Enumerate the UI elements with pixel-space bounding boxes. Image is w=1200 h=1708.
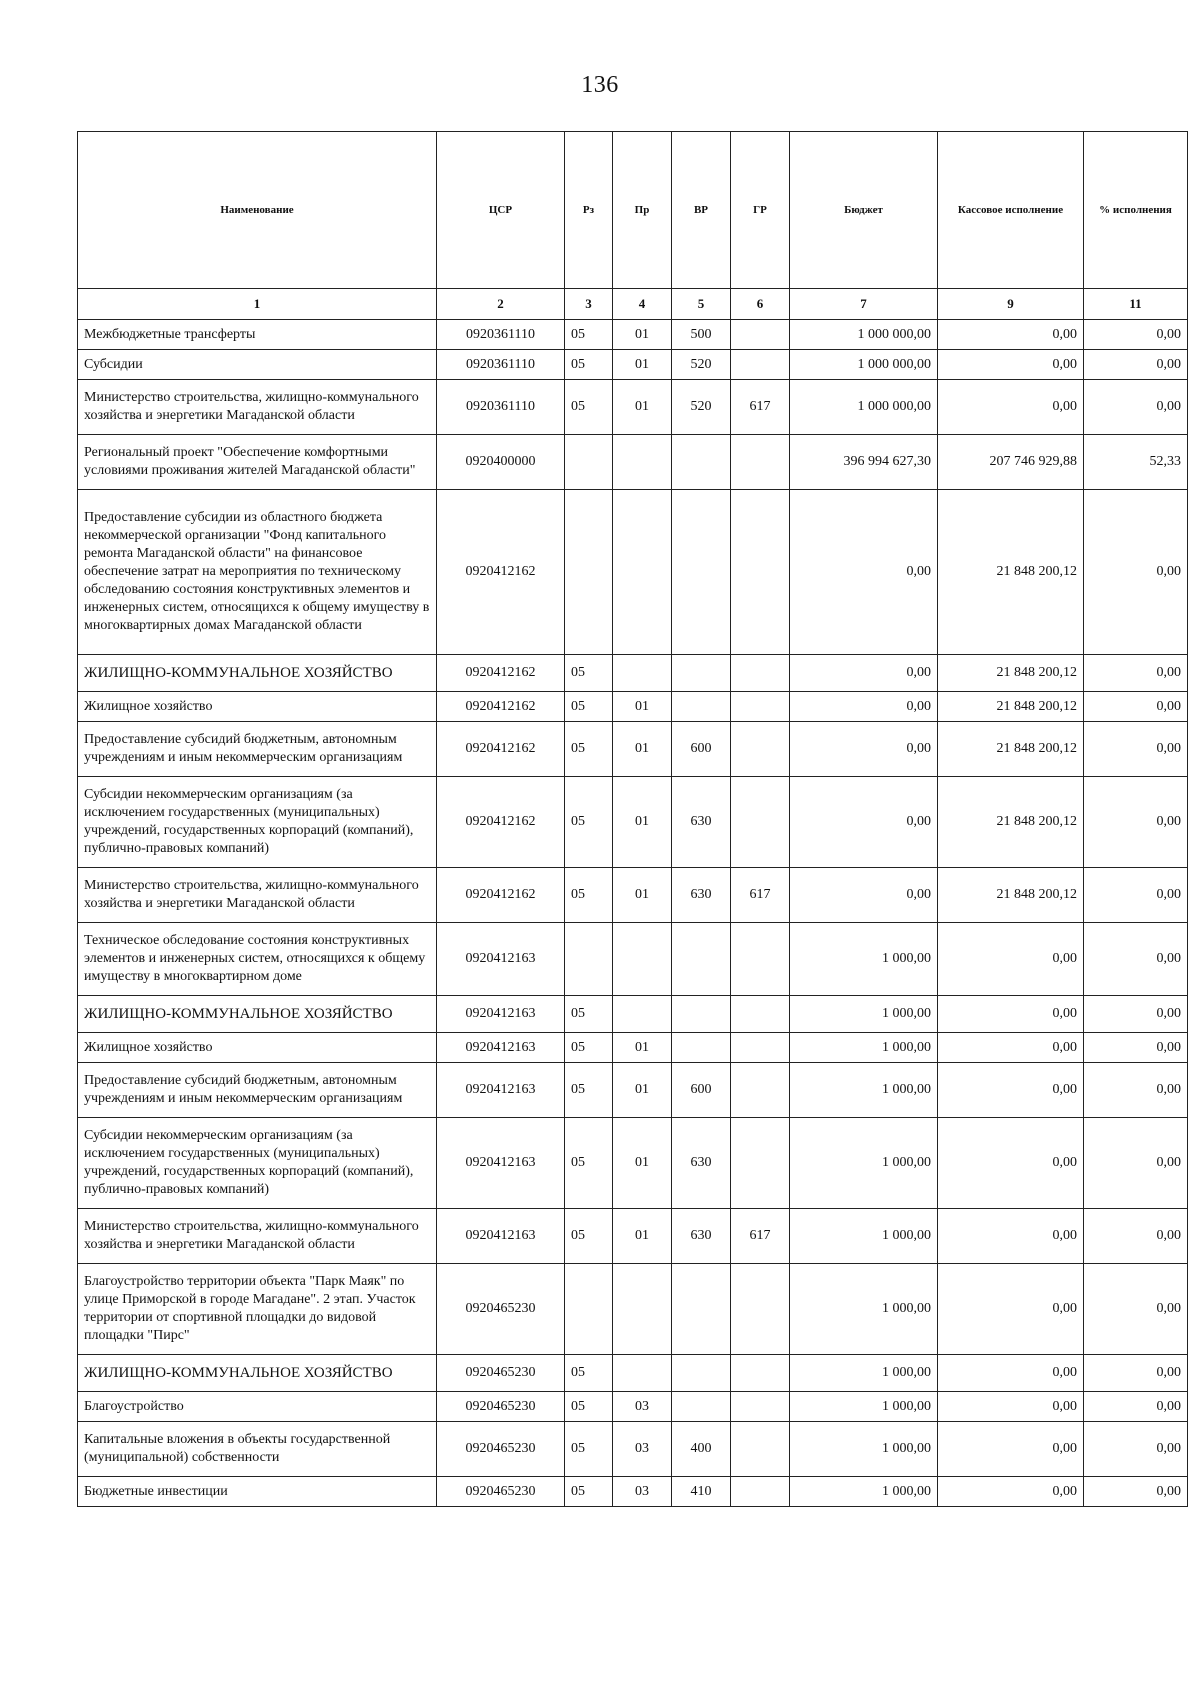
cell-execution-percent: 0,00 <box>1084 692 1188 722</box>
cell-cash-execution: 0,00 <box>938 1063 1084 1118</box>
cell-csr: 0920412162 <box>437 655 565 692</box>
cell-budget: 1 000,00 <box>790 1355 938 1392</box>
cell-vr <box>672 655 731 692</box>
column-number: 2 <box>437 289 565 320</box>
cell-name: Субсидии некоммерческим организациям (за исключением государственных (муниципальных) учреждений, государственных корпораций (компаний), публично-правовых компаний) <box>78 1118 437 1209</box>
cell-cash-execution: 0,00 <box>938 1355 1084 1392</box>
cell-vr: 600 <box>672 722 731 777</box>
header-pr: Пр <box>613 132 672 289</box>
table-row <box>78 435 1188 490</box>
cell-gr <box>731 1264 790 1355</box>
cell-csr: 0920400000 <box>437 435 565 490</box>
cell-pr: 01 <box>613 350 672 380</box>
cell-gr <box>731 777 790 868</box>
cell-rz: 05 <box>565 868 613 923</box>
header-csr: ЦСР <box>437 132 565 289</box>
cell-cash-execution: 21 848 200,12 <box>938 722 1084 777</box>
cell-vr: 630 <box>672 868 731 923</box>
table-row <box>78 655 1188 692</box>
column-number: 5 <box>672 289 731 320</box>
cell-execution-percent: 0,00 <box>1084 1264 1188 1355</box>
cell-csr: 0920465230 <box>437 1355 565 1392</box>
cell-name: Межбюджетные трансферты <box>78 320 437 350</box>
cell-name: Региональный проект "Обеспечение комфортными условиями проживания жителей Магаданской области" <box>78 435 437 490</box>
cell-vr <box>672 490 731 655</box>
table-row <box>78 1422 1188 1477</box>
cell-name: Благоустройство территории объекта "Парк Маяк" по улице Приморской в городе Магадане". 2 этап. Участок территории от спортивной площадки до видовой площадки "Пирс" <box>78 1264 437 1355</box>
cell-gr: 617 <box>731 868 790 923</box>
column-number-row <box>78 289 1188 320</box>
table-row <box>78 1264 1188 1355</box>
cell-vr: 410 <box>672 1477 731 1507</box>
cell-pr <box>613 655 672 692</box>
cell-execution-percent: 0,00 <box>1084 1063 1188 1118</box>
cell-cash-execution: 21 848 200,12 <box>938 777 1084 868</box>
cell-rz: 05 <box>565 1392 613 1422</box>
cell-rz: 05 <box>565 320 613 350</box>
cell-execution-percent: 0,00 <box>1084 1477 1188 1507</box>
cell-name: ЖИЛИЩНО-КОММУНАЛЬНОЕ ХОЗЯЙСТВО <box>78 1355 437 1392</box>
cell-budget: 1 000,00 <box>790 1033 938 1063</box>
cell-csr: 0920465230 <box>437 1264 565 1355</box>
cell-cash-execution: 21 848 200,12 <box>938 692 1084 722</box>
cell-cash-execution: 0,00 <box>938 923 1084 996</box>
cell-rz: 05 <box>565 1422 613 1477</box>
cell-rz: 05 <box>565 1477 613 1507</box>
cell-cash-execution: 0,00 <box>938 1392 1084 1422</box>
cell-name: Министерство строительства, жилищно-коммунального хозяйства и энергетики Магаданской области <box>78 380 437 435</box>
cell-gr <box>731 435 790 490</box>
cell-name: Благоустройство <box>78 1392 437 1422</box>
cell-gr <box>731 692 790 722</box>
cell-vr: 630 <box>672 1118 731 1209</box>
cell-gr <box>731 655 790 692</box>
cell-cash-execution: 0,00 <box>938 1209 1084 1264</box>
cell-csr: 0920361110 <box>437 380 565 435</box>
cell-pr <box>613 1355 672 1392</box>
cell-csr: 0920412163 <box>437 1118 565 1209</box>
cell-csr: 0920412163 <box>437 1063 565 1118</box>
cell-pr <box>613 923 672 996</box>
column-number: 7 <box>790 289 938 320</box>
table-header-row <box>78 132 1188 289</box>
cell-pr: 01 <box>613 1118 672 1209</box>
cell-name: Жилищное хозяйство <box>78 1033 437 1063</box>
header-rz: Рз <box>565 132 613 289</box>
cell-name: Предоставление субсидий бюджетным, автономным учреждениям и иным некоммерческим организациям <box>78 722 437 777</box>
cell-rz: 05 <box>565 1033 613 1063</box>
cell-rz: 05 <box>565 1063 613 1118</box>
cell-gr <box>731 996 790 1033</box>
cell-execution-percent: 0,00 <box>1084 923 1188 996</box>
cell-execution-percent: 0,00 <box>1084 350 1188 380</box>
cell-csr: 0920361110 <box>437 320 565 350</box>
column-number: 1 <box>78 289 437 320</box>
cell-cash-execution: 0,00 <box>938 1422 1084 1477</box>
cell-rz <box>565 435 613 490</box>
cell-gr <box>731 490 790 655</box>
cell-csr: 0920412163 <box>437 923 565 996</box>
cell-pr: 03 <box>613 1422 672 1477</box>
cell-budget: 1 000,00 <box>790 1392 938 1422</box>
cell-csr: 0920412162 <box>437 777 565 868</box>
cell-gr <box>731 923 790 996</box>
cell-budget: 0,00 <box>790 868 938 923</box>
cell-csr: 0920412162 <box>437 868 565 923</box>
cell-gr: 617 <box>731 1209 790 1264</box>
cell-rz: 05 <box>565 655 613 692</box>
cell-name: Министерство строительства, жилищно-коммунального хозяйства и энергетики Магаданской области <box>78 1209 437 1264</box>
table-row <box>78 1063 1188 1118</box>
cell-execution-percent: 0,00 <box>1084 1209 1188 1264</box>
table-row <box>78 722 1188 777</box>
cell-cash-execution: 0,00 <box>938 1118 1084 1209</box>
cell-name: Предоставление субсидий бюджетным, автономным учреждениям и иным некоммерческим организациям <box>78 1063 437 1118</box>
table-row <box>78 380 1188 435</box>
cell-csr: 0920412162 <box>437 722 565 777</box>
cell-rz: 05 <box>565 1118 613 1209</box>
cell-pr: 01 <box>613 1209 672 1264</box>
cell-vr: 520 <box>672 380 731 435</box>
cell-budget: 0,00 <box>790 777 938 868</box>
cell-budget: 0,00 <box>790 655 938 692</box>
cell-cash-execution: 0,00 <box>938 320 1084 350</box>
cell-budget: 0,00 <box>790 692 938 722</box>
cell-gr <box>731 1033 790 1063</box>
cell-pr: 01 <box>613 777 672 868</box>
cell-pr: 01 <box>613 692 672 722</box>
table-row <box>78 868 1188 923</box>
cell-vr: 500 <box>672 320 731 350</box>
cell-csr: 0920412162 <box>437 490 565 655</box>
cell-cash-execution: 0,00 <box>938 350 1084 380</box>
header-cash-execution: Кассовое исполнение <box>938 132 1084 289</box>
cell-gr <box>731 1063 790 1118</box>
cell-rz: 05 <box>565 777 613 868</box>
cell-csr: 0920465230 <box>437 1422 565 1477</box>
cell-cash-execution: 0,00 <box>938 1477 1084 1507</box>
cell-execution-percent: 0,00 <box>1084 996 1188 1033</box>
header-gr: ГР <box>731 132 790 289</box>
cell-pr: 01 <box>613 1033 672 1063</box>
cell-pr <box>613 996 672 1033</box>
cell-budget: 1 000,00 <box>790 1422 938 1477</box>
column-number: 6 <box>731 289 790 320</box>
cell-budget: 396 994 627,30 <box>790 435 938 490</box>
table-row <box>78 350 1188 380</box>
cell-rz: 05 <box>565 996 613 1033</box>
header-budget: Бюджет <box>790 132 938 289</box>
cell-vr <box>672 1033 731 1063</box>
table-row <box>78 1118 1188 1209</box>
cell-csr: 0920412163 <box>437 1033 565 1063</box>
cell-name: Предоставление субсидии из областного бюджета некоммерческой организации "Фонд капитального ремонта Магаданской области" на финансовое обеспечение затрат на мероприятия по техническому обследованию состояния конструктивных элементов и инженерных систем, относящихся к общему имуществу в многоквартирных домах Магаданской области <box>78 490 437 655</box>
cell-gr <box>731 1118 790 1209</box>
cell-budget: 1 000,00 <box>790 1264 938 1355</box>
cell-budget: 1 000,00 <box>790 1209 938 1264</box>
cell-budget: 1 000,00 <box>790 923 938 996</box>
page-number: 136 <box>581 72 619 98</box>
cell-execution-percent: 0,00 <box>1084 1355 1188 1392</box>
cell-vr: 520 <box>672 350 731 380</box>
cell-vr <box>672 1264 731 1355</box>
cell-gr <box>731 1422 790 1477</box>
column-number: 3 <box>565 289 613 320</box>
cell-pr <box>613 435 672 490</box>
cell-budget: 1 000,00 <box>790 996 938 1033</box>
cell-execution-percent: 0,00 <box>1084 1033 1188 1063</box>
cell-gr: 617 <box>731 380 790 435</box>
cell-budget: 1 000 000,00 <box>790 380 938 435</box>
column-number: 9 <box>938 289 1084 320</box>
cell-vr <box>672 1392 731 1422</box>
table-row <box>78 1355 1188 1392</box>
cell-vr <box>672 1355 731 1392</box>
cell-rz: 05 <box>565 1355 613 1392</box>
cell-gr <box>731 722 790 777</box>
column-number: 4 <box>613 289 672 320</box>
cell-pr: 01 <box>613 1063 672 1118</box>
header-execution-percent: % исполнения <box>1084 132 1188 289</box>
cell-execution-percent: 0,00 <box>1084 722 1188 777</box>
cell-pr <box>613 1264 672 1355</box>
cell-rz <box>565 923 613 996</box>
table-row <box>78 1033 1188 1063</box>
cell-execution-percent: 0,00 <box>1084 868 1188 923</box>
cell-execution-percent: 0,00 <box>1084 380 1188 435</box>
cell-name: Техническое обследование состояния конструктивных элементов и инженерных систем, относящихся к общему имуществу в многоквартирном доме <box>78 923 437 996</box>
table-row <box>78 1209 1188 1264</box>
cell-rz: 05 <box>565 692 613 722</box>
cell-gr <box>731 1477 790 1507</box>
table-row <box>78 320 1188 350</box>
cell-gr <box>731 350 790 380</box>
cell-pr: 01 <box>613 868 672 923</box>
cell-execution-percent: 0,00 <box>1084 1422 1188 1477</box>
cell-rz: 05 <box>565 380 613 435</box>
cell-rz <box>565 490 613 655</box>
cell-cash-execution: 21 848 200,12 <box>938 655 1084 692</box>
cell-rz <box>565 1264 613 1355</box>
cell-budget: 1 000,00 <box>790 1118 938 1209</box>
cell-budget: 0,00 <box>790 490 938 655</box>
cell-gr <box>731 1355 790 1392</box>
cell-budget: 1 000,00 <box>790 1063 938 1118</box>
cell-csr: 0920412163 <box>437 996 565 1033</box>
cell-cash-execution: 0,00 <box>938 1033 1084 1063</box>
cell-cash-execution: 0,00 <box>938 380 1084 435</box>
cell-vr <box>672 692 731 722</box>
cell-cash-execution: 207 746 929,88 <box>938 435 1084 490</box>
cell-vr: 400 <box>672 1422 731 1477</box>
cell-name: Субсидии <box>78 350 437 380</box>
cell-csr: 0920465230 <box>437 1392 565 1422</box>
table-row <box>78 923 1188 996</box>
cell-csr: 0920465230 <box>437 1477 565 1507</box>
cell-name: Бюджетные инвестиции <box>78 1477 437 1507</box>
cell-vr <box>672 996 731 1033</box>
cell-pr <box>613 490 672 655</box>
cell-name: Субсидии некоммерческим организациям (за исключением государственных (муниципальных) учреждений, государственных корпораций (компаний), публично-правовых компаний) <box>78 777 437 868</box>
cell-name: Капитальные вложения в объекты государственной (муниципальной) собственности <box>78 1422 437 1477</box>
column-number: 11 <box>1084 289 1188 320</box>
cell-execution-percent: 0,00 <box>1084 655 1188 692</box>
table-row <box>78 1477 1188 1507</box>
cell-name: ЖИЛИЩНО-КОММУНАЛЬНОЕ ХОЗЯЙСТВО <box>78 996 437 1033</box>
cell-pr: 01 <box>613 380 672 435</box>
cell-vr: 630 <box>672 1209 731 1264</box>
header-vr: ВР <box>672 132 731 289</box>
table-row <box>78 490 1188 655</box>
cell-vr <box>672 923 731 996</box>
cell-execution-percent: 0,00 <box>1084 1392 1188 1422</box>
cell-budget: 1 000 000,00 <box>790 350 938 380</box>
cell-name: Жилищное хозяйство <box>78 692 437 722</box>
table-row <box>78 996 1188 1033</box>
cell-budget: 0,00 <box>790 722 938 777</box>
table-row <box>78 777 1188 868</box>
cell-csr: 0920412162 <box>437 692 565 722</box>
cell-rz: 05 <box>565 1209 613 1264</box>
table-body <box>78 320 1188 1507</box>
table-row <box>78 692 1188 722</box>
cell-rz: 05 <box>565 350 613 380</box>
cell-budget: 1 000 000,00 <box>790 320 938 350</box>
cell-execution-percent: 0,00 <box>1084 490 1188 655</box>
cell-gr <box>731 1392 790 1422</box>
cell-cash-execution: 0,00 <box>938 996 1084 1033</box>
cell-execution-percent: 52,33 <box>1084 435 1188 490</box>
cell-name: Министерство строительства, жилищно-коммунального хозяйства и энергетики Магаданской области <box>78 868 437 923</box>
cell-cash-execution: 21 848 200,12 <box>938 868 1084 923</box>
header-name: Наименование <box>78 132 437 289</box>
budget-execution-table <box>77 131 1188 1507</box>
cell-csr: 0920412163 <box>437 1209 565 1264</box>
cell-cash-execution: 21 848 200,12 <box>938 490 1084 655</box>
cell-vr: 600 <box>672 1063 731 1118</box>
cell-gr <box>731 320 790 350</box>
cell-vr: 630 <box>672 777 731 868</box>
cell-execution-percent: 0,00 <box>1084 1118 1188 1209</box>
cell-pr: 01 <box>613 722 672 777</box>
cell-pr: 03 <box>613 1392 672 1422</box>
cell-csr: 0920361110 <box>437 350 565 380</box>
cell-vr <box>672 435 731 490</box>
cell-execution-percent: 0,00 <box>1084 320 1188 350</box>
cell-budget: 1 000,00 <box>790 1477 938 1507</box>
cell-rz: 05 <box>565 722 613 777</box>
cell-name: ЖИЛИЩНО-КОММУНАЛЬНОЕ ХОЗЯЙСТВО <box>78 655 437 692</box>
cell-execution-percent: 0,00 <box>1084 777 1188 868</box>
cell-cash-execution: 0,00 <box>938 1264 1084 1355</box>
cell-pr: 03 <box>613 1477 672 1507</box>
cell-pr: 01 <box>613 320 672 350</box>
table-row <box>78 1392 1188 1422</box>
